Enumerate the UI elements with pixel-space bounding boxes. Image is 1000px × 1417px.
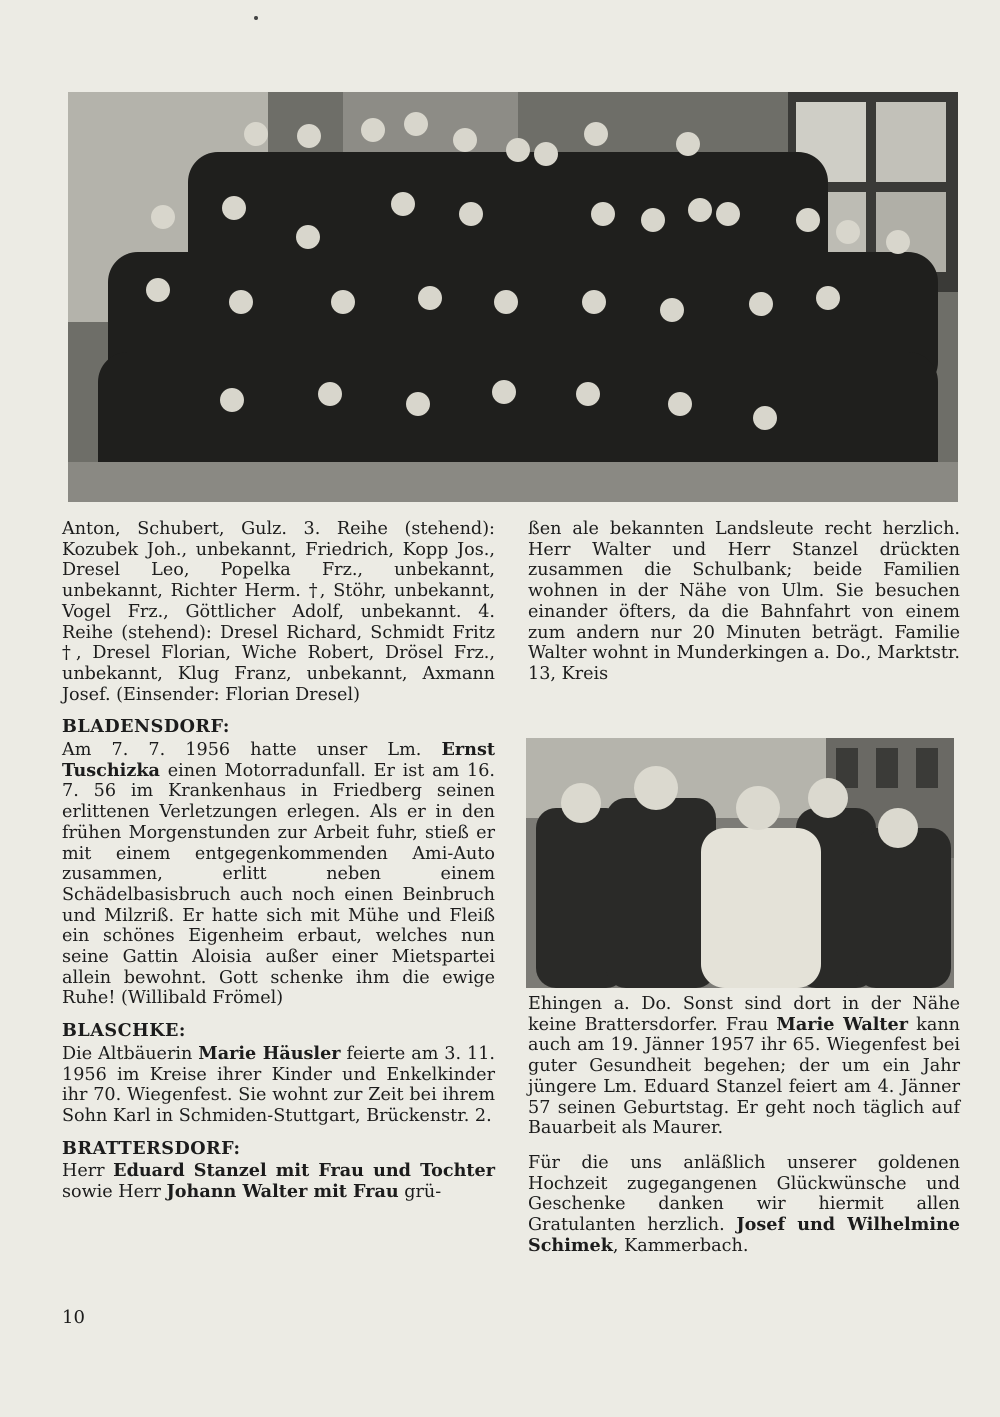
right-column-bottom [528,994,960,1256]
section-heading-brattersdorf: BRATTERSDORF: [62,1137,241,1159]
person-name: Eduard Stanzel mit Frau und Tochter [113,1160,495,1182]
bladensdorf-text: Am 7. 7. 1956 hatte unser Lm. Ernst Tuschizka einen Motorradunfall. Er ist am 16. 7. 56 im Krankenhaus in Friedberg seinen erlittenen Verletzungen erlegen. Als er in den frühen Morgenstunden zur Arbeit fuhr, stieß er mit einem entgegenkommenden Ami-Auto zusammen, erlitt neben einem Schädelbasisbruch auch noch einen Beinbruch und Milzriß. Er hatte sich mit Mühe und Fleiß ein schönes Eigenheim erbaut, welches nun seine Gattin Aloisia außer einer Mietspartei allein bewohnt. Gott schenke ihm die ewige Ruhe! (Willibald Frömel) [62,739,495,1009]
person-name: Marie Häusler [198,1042,341,1064]
right-column-top [528,519,960,685]
family-photo-art [526,738,954,988]
print-speck [254,16,258,20]
thanks-notice: Für die uns anläßlich unserer goldenen Hochzeit zugegangenen Glückwünsche und Geschenke danken wir hiermit allen Gratulanten herzlich. Josef und Wilhelmine Schimek, Kammerbach. [528,1152,960,1256]
person-name: Ernst Tuschizka [62,739,495,781]
blaschke-text: Die Altbäuerin Marie Häusler feierte am 3. 11. 1956 im Kreise ihrer Kinder und Enkelkinder ihr 70. Wiegenfest. Sie wohnt zur Zeit bei ihrem Sohn Karl in Schmiden-Stuttgart, Brückenstr. 2. [62,1042,495,1126]
group-photo-art [68,92,958,502]
section-heading-blaschke: BLASCHKE: [62,1020,186,1042]
left-column [62,519,495,1203]
caption-continuation: Anton, Schubert, Gulz. 3. Reihe (stehend): Kozubek Joh., unbekannt, Friedrich, Kopp Jos., Dresel Leo, Popelka Frz., unbekannt, unbekannt, Richter Herm. †, Stöhr, unbekannt, Vogel Frz., Göttlicher Adolf, unbekannt. 4. Reihe (stehend): Dresel Richard, Schmidt Fritz †, Dresel Florian, Wiche Robert, Drösel Frz., unbekannt, Klug Franz, unbekannt, Axmann Josef. (Einsender: Florian Dresel) [62,519,495,705]
brattersdorf-text: Herr Eduard Stanzel mit Frau und Tochter sowie Herr Johann Walter mit Frau grü- [62,1160,495,1203]
person-name: Johann Walter mit Frau [166,1181,399,1203]
brattersdorf-continued: ßen ale bekannten Landsleute recht herzlich. Herr Walter und Herr Stanzel drückten zusammen die Schulbank; beide Familien wohnen in der Nähe von Ulm. Sie besuchen einander öfters, da die Bahnfahrt von einem zum andern nur 20 Minuten beträgt. Familie Walter wohnt in Munderkingen a. Do., Marktstr. 13, Kreis [528,519,960,684]
group-photo [68,92,958,502]
brattersdorf-continued-2: Ehingen a. Do. Sonst sind dort in der Nähe keine Brattersdorfer. Frau Marie Walter kann auch am 19. Jänner 1957 ihr 65. Wiegenfest bei guter Gesundheit begehen; der um ein Jahr jüngere Lm. Eduard Stanzel feiert am 4. Jänner 57 seinen Geburtstag. Er geht noch täglich auf Bauarbeit als Maurer. [528,994,960,1139]
person-name: Josef und Wilhelmine Schimek [528,1214,960,1256]
family-photo [526,738,954,988]
section-heading-bladensdorf: BLADENSDORF: [62,716,230,738]
person-name: Marie Walter [776,1013,909,1035]
page-number: 10 [62,1307,85,1328]
